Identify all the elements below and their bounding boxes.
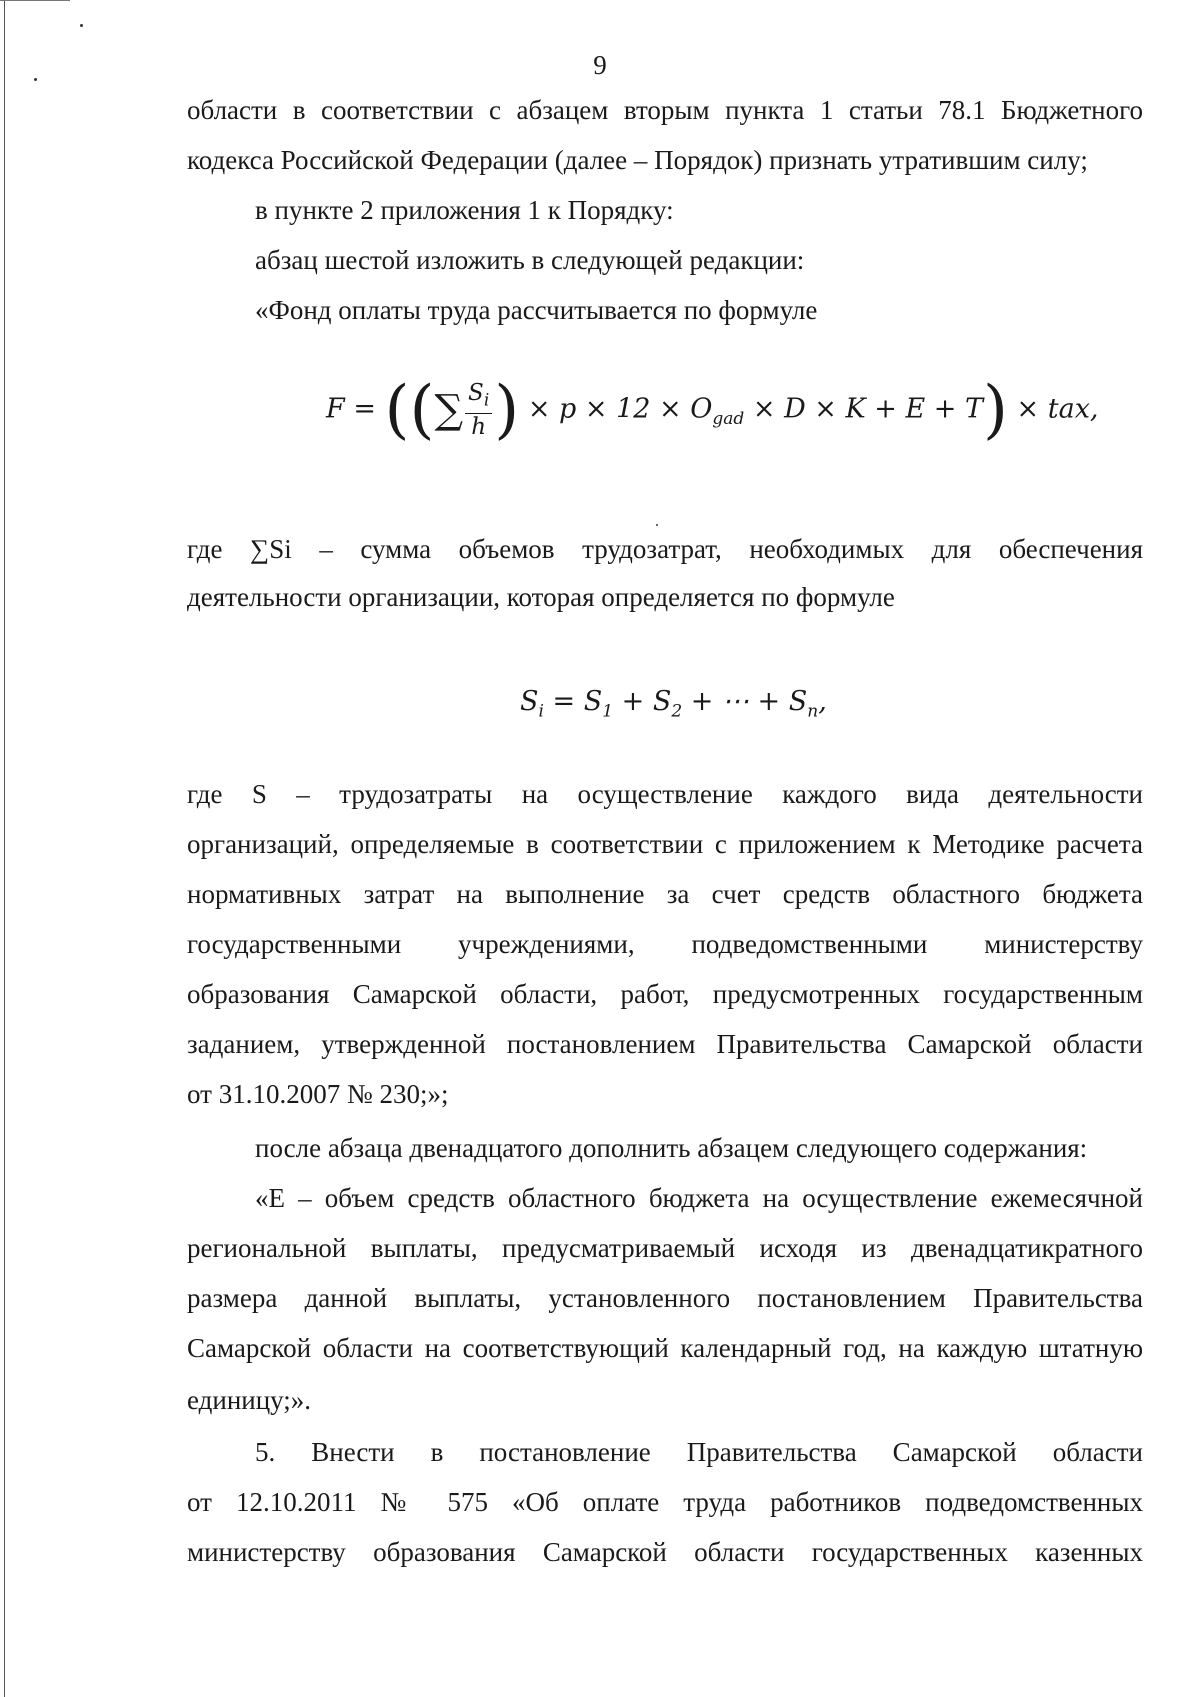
- text-line: 5. Внести в постановление Правительства Самарской области: [255, 1437, 1143, 1467]
- text-line: государственными учреждениями, подведомственными министерству: [187, 929, 1143, 959]
- text-line: нормативных затрат на выполнение за счет средств областного бюджета: [187, 879, 1143, 909]
- text-line: области в соответствии с абзацем вторым пункта 1 статьи 78.1 Бюджетного: [187, 95, 1143, 125]
- scan-top-edge: [0, 0, 70, 1]
- o-subscript: gad: [712, 408, 745, 429]
- text-line: от 31.10.2007 № 230;»;: [187, 1079, 449, 1109]
- text-line: Самарской области на соответствующий календарный год, на каждую штатную: [187, 1333, 1143, 1363]
- formula-body: × p × 12 × O: [527, 393, 713, 425]
- sum-formula: [520, 686, 827, 721]
- scan-left-edge: [4, 0, 5, 1697]
- formula-subscript: 2: [671, 701, 683, 722]
- text-line: где S – трудозатраты на осуществление каждого вида деятельности: [187, 779, 1143, 809]
- text-line: абзац шестой изложить в следующей редакции:: [255, 245, 805, 275]
- text-line: образования Самарской области, работ, предусмотренных государственным: [187, 979, 1143, 1009]
- text-line: организаций, определяемые в соответствии с приложением к Методике расчета: [187, 829, 1143, 859]
- scan-speck: [656, 524, 658, 526]
- text-line: деятельности организации, которая определяется по формуле: [187, 582, 895, 612]
- text-line: единицу;».: [187, 1385, 312, 1415]
- fraction-denominator: h: [471, 414, 487, 441]
- fraction-numerator: S: [468, 379, 484, 406]
- formula-term: ,: [818, 686, 827, 717]
- formula-tail: × tax,: [1016, 393, 1099, 425]
- formula-rest: × D × K + E + T: [752, 393, 983, 425]
- formula-term: + S: [613, 686, 672, 717]
- numerator-subscript: i: [483, 390, 490, 411]
- formula-term: S: [520, 686, 539, 717]
- scan-speck: [80, 24, 83, 27]
- text-line: размера данной выплаты, установленного постановлением Правительства: [187, 1283, 1143, 1313]
- text-line: после абзаца двенадцатого дополнить абзацем следующего содержания:: [255, 1133, 1088, 1163]
- fraction: [465, 380, 492, 441]
- close-paren-outer: ): [982, 373, 1008, 447]
- fund-formula: [326, 373, 1099, 447]
- formula-lhs: F =: [326, 393, 376, 425]
- text-line: министерству образования Самарской области государственных казенных: [187, 1537, 1143, 1567]
- text-line: в пункте 2 приложения 1 к Порядку:: [255, 195, 674, 225]
- formula-term: = S: [543, 686, 603, 717]
- formula-term: + ⋯ + S: [682, 686, 808, 717]
- text-line: региональной выплаты, предусматриваемый исходя из двенадцатикратного: [187, 1233, 1143, 1263]
- open-paren: ((: [384, 373, 435, 447]
- close-paren: ): [494, 373, 520, 447]
- text-line: от 12.10.2011 № 575 «Об оплате труда работников подведомственных: [187, 1487, 1143, 1517]
- formula-subscript: i: [538, 701, 544, 722]
- sum-sign: ∑: [434, 387, 464, 433]
- text-line: где ∑Si – сумма объемов трудозатрат, необходимых для обеспечения: [187, 534, 1143, 564]
- text-line: «Фонд оплаты труда рассчитывается по формуле: [255, 295, 818, 325]
- formula-subscript: 1: [602, 701, 614, 722]
- text-line: заданием, утвержденной постановлением Правительства Самарской области: [187, 1029, 1143, 1059]
- text-line: кодекса Российской Федерации (далее – Порядок) признать утратившим силу;: [187, 145, 1088, 175]
- page-number: 9: [593, 50, 607, 80]
- formula-subscript: n: [807, 701, 819, 722]
- text-line: «Е – объем средств областного бюджета на осуществление ежемесячной: [255, 1183, 1143, 1213]
